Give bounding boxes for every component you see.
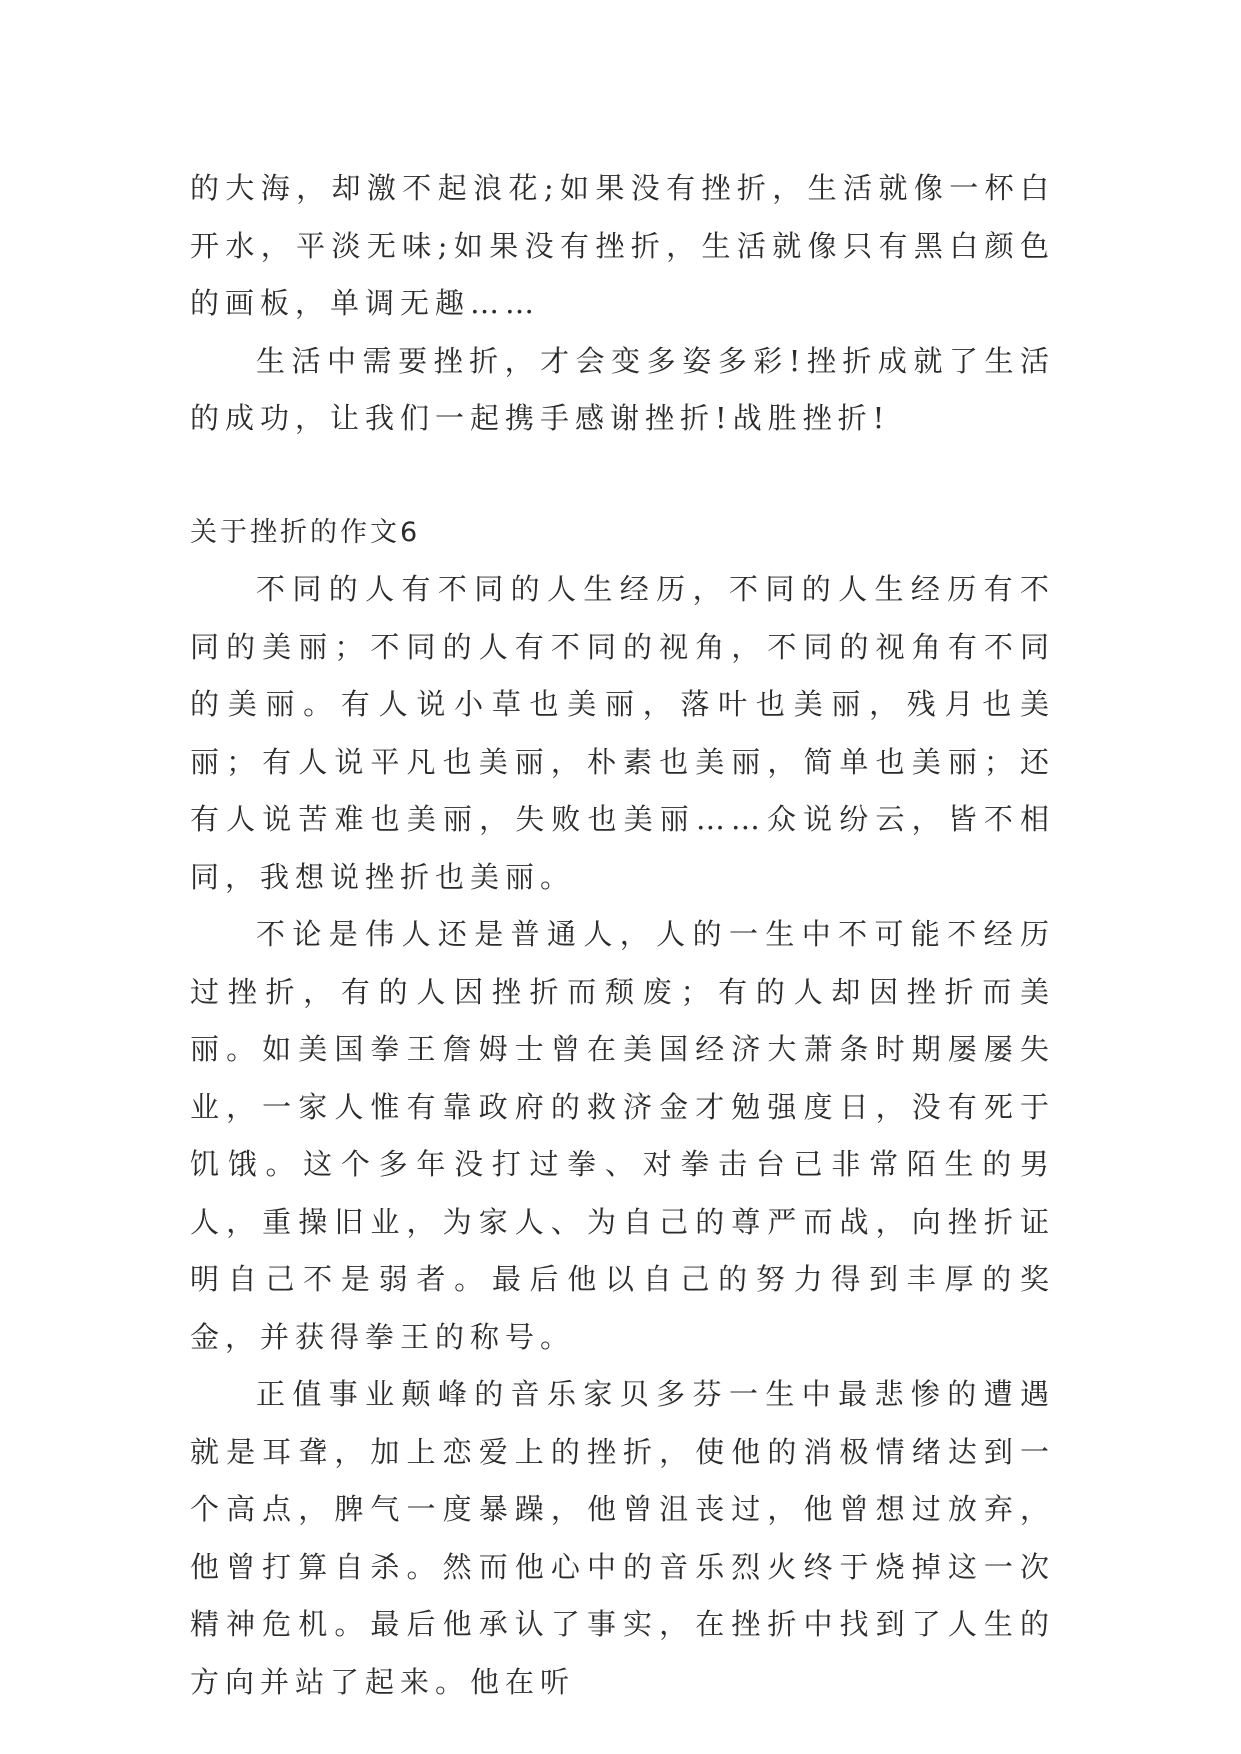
paragraph-boxer: 不论是伟人还是普通人，人的一生中不可能不经历过挫折，有的人因挫折而颓废；有的人却因挫折而美丽。如美国拳王詹姆士曾在美国经济大萧条时期屡屡失业，一家人惟有靠政府的救济金才勉强度日，没有死于饥饿。这个多年没打过拳、对拳击台已非常陌生的男人，重操旧业，为家人、为自己的尊严而战，向挫折证明自己不是弱者。最后他以自己的努力得到丰厚的奖金，并获得拳王的称号。 — [190, 917, 1055, 1354]
document-body — [190, 160, 1055, 1711]
paragraph-continued: 的大海，却激不起浪花;如果没有挫折，生活就像一杯白开水，平淡无味;如果没有挫折，生活就像只有黑白颜色的画板，单调无趣…… — [190, 171, 1055, 320]
essay-title: 关于挫折的作文6 — [190, 516, 421, 548]
paragraph-beethoven: 正值事业颠峰的音乐家贝多芬一生中最悲惨的遭遇就是耳聋，加上恋爱上的挫折，使他的消极情绪达到一个高点，脾气一度暴躁，他曾沮丧过，他曾想过放弃，他曾打算自杀。然而他心中的音乐烈火终于烧掉这一次精神危机。最后他承认了事实，在挫折中找到了人生的方向并站了起来。他在听 — [190, 1377, 1055, 1699]
paragraph-intro: 不同的人有不同的人生经历，不同的人生经历有不同的美丽；不同的人有不同的视角，不同的视角有不同的美丽。有人说小草也美丽，落叶也美丽，残月也美丽；有人说平凡也美丽，朴素也美丽，简单也美丽；还有人说苦难也美丽，失败也美丽……众说纷云，皆不相同，我想说挫折也美丽。 — [190, 572, 1055, 894]
paragraph-conclusion: 生活中需要挫折，才会变多姿多彩!挫折成就了生活的成功，让我们一起携手感谢挫折!战胜挫折! — [190, 343, 1055, 435]
